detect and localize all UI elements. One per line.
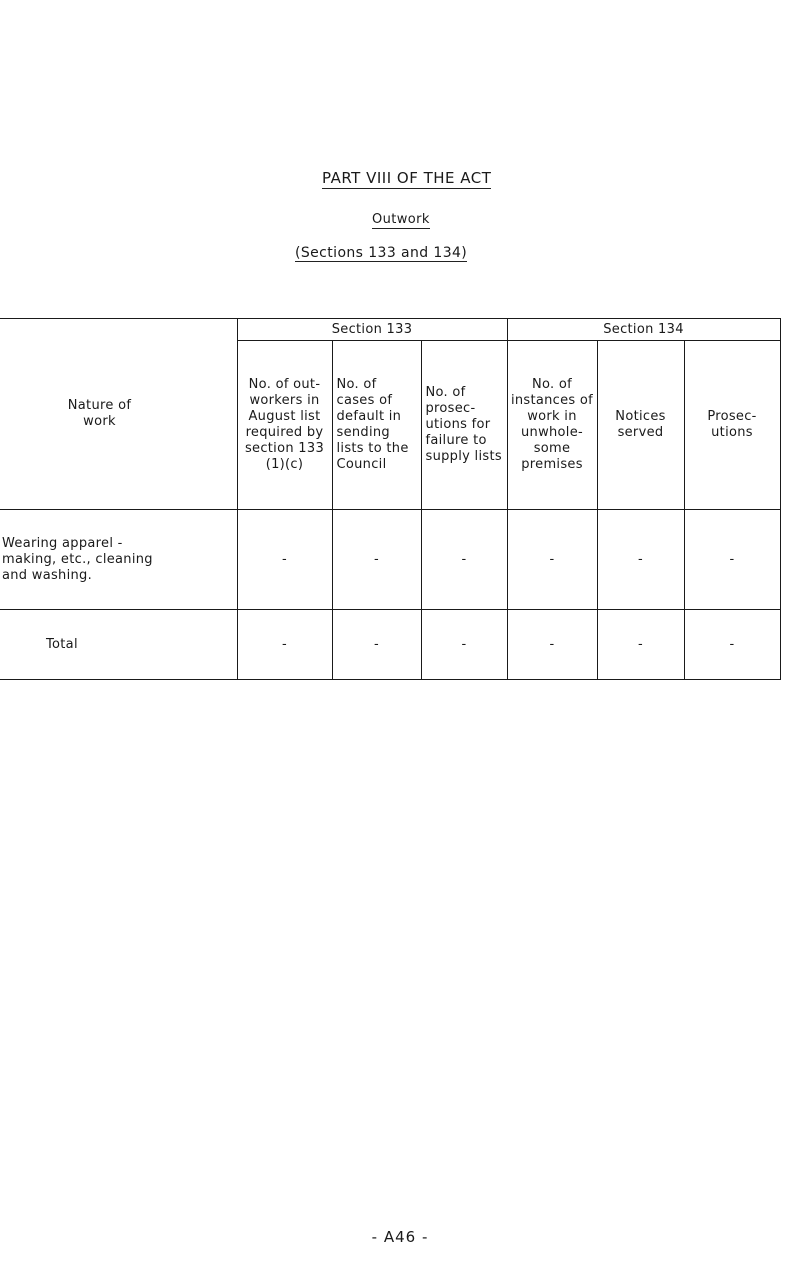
- outwork-table: [0, 318, 781, 680]
- sections-reference: (Sections 133 and 134): [295, 245, 468, 261]
- column-header-notices-served: Notices served: [597, 341, 684, 510]
- table-cell: -: [237, 610, 332, 680]
- page-number: - A46 -: [371, 1228, 429, 1246]
- row-label: Wearing apparel - making, etc., cleaning and washing.: [0, 510, 237, 610]
- subtitle: Outwork: [372, 212, 430, 227]
- section-133-header: Section 133: [237, 319, 507, 341]
- table-cell: -: [507, 610, 597, 680]
- column-header-prosecutions-failure: No. of prosec-utions for failure to supply lists: [421, 341, 507, 510]
- table-cell: -: [332, 610, 421, 680]
- table-cell: -: [684, 610, 780, 680]
- table-cell: -: [421, 510, 507, 610]
- table-cell: -: [237, 510, 332, 610]
- table-cell: -: [421, 610, 507, 680]
- table-cell: -: [684, 510, 780, 610]
- table-cell: -: [597, 610, 684, 680]
- table-cell: -: [597, 510, 684, 610]
- part-title: PART VIII OF THE ACT: [322, 169, 492, 187]
- table-cell: -: [507, 510, 597, 610]
- table-row: [0, 510, 780, 610]
- column-header-default-cases: No. of cases of default in sending lists to the Council: [332, 341, 421, 510]
- column-header-outworkers: No. of out-workers in August list required by section 133 (1)(c): [237, 341, 332, 510]
- section-134-header: Section 134: [507, 319, 780, 341]
- nature-of-work-header: Nature of work: [0, 319, 237, 510]
- table-row: [0, 610, 780, 680]
- row-label-total: Total: [0, 610, 237, 680]
- table-cell: -: [332, 510, 421, 610]
- column-header-prosecutions: Prosec-utions: [684, 341, 780, 510]
- column-header-unwholesome-premises: No. of instances of work in unwhole-some premises: [507, 341, 597, 510]
